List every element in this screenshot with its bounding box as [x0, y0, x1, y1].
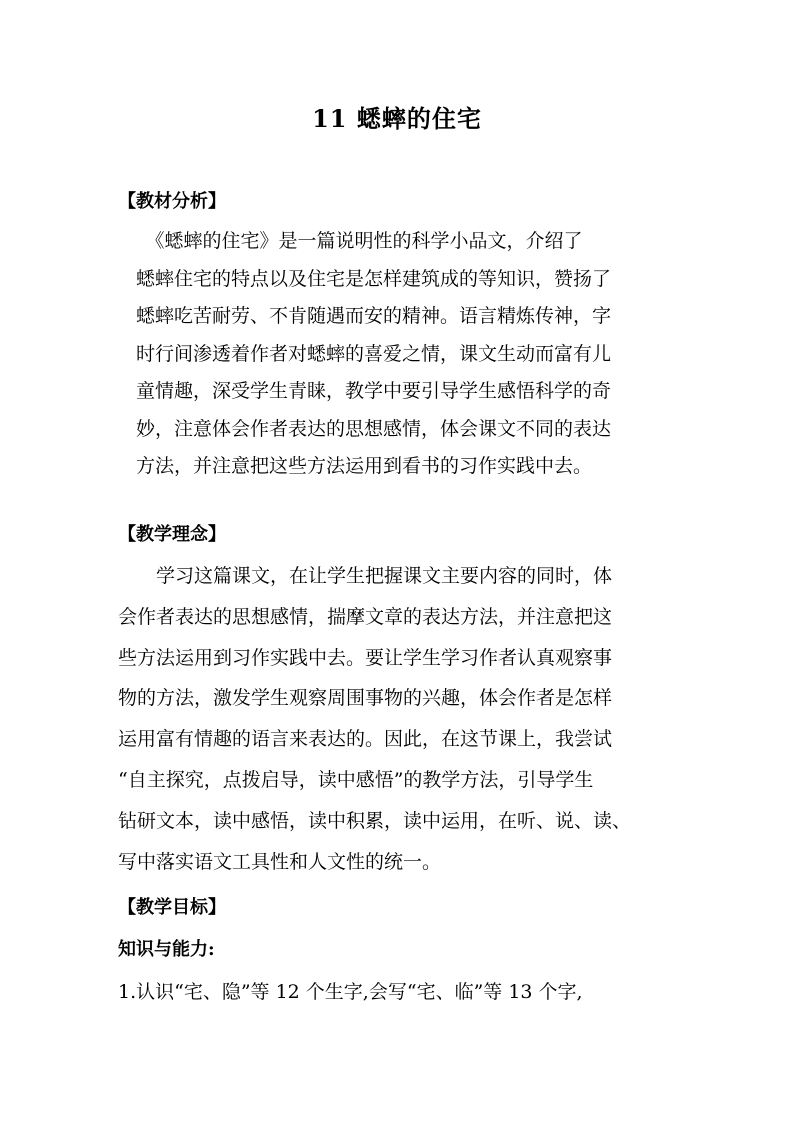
- concept-line: 物的方法，激发学生观察周围事物的兴趣，体会作者是怎样: [118, 687, 613, 710]
- concept-line: 写中落实语文工具性和人文性的统一。: [118, 850, 442, 873]
- analysis-line: 蟋蟀住宅的特点以及住宅是怎样建筑成的等知识，赞扬了: [136, 267, 612, 290]
- analysis-line: 妙，注意体会作者表达的思想感情，体会课文不同的表达: [136, 417, 612, 440]
- goal-item: 1.认识“宅、隐”等 12 个生字,会写“宅、临”等 13 个字,: [118, 981, 583, 1003]
- concept-line: 学习这篇课文，在让学生把握课文主要内容的同时，体: [118, 565, 613, 587]
- heading-teaching-concept: 【教学理念】: [118, 524, 226, 545]
- concept-line: 些方法运用到习作实践中去。要让学生学习作者认真观察事: [118, 646, 613, 669]
- analysis-line: 时行间渗透着作者对蟋蟀的喜爱之情，课文生动而富有儿: [136, 342, 612, 365]
- heading-teaching-goals: 【教学目标】: [118, 897, 226, 918]
- concept-line: 会作者表达的思想感情，揣摩文章的表达方法，并注意把这: [118, 605, 613, 628]
- concept-paragraph: [118, 556, 678, 882]
- document-title: 11 蟋蟀的住宅: [312, 104, 482, 133]
- subheading-knowledge-ability: 知识与能力:: [118, 939, 215, 960]
- analysis-line: 方法，并注意把这些方法运用到看书的习作实践中去。: [136, 455, 593, 477]
- heading-textbook-analysis: 【教材分析】: [118, 191, 226, 212]
- analysis-paragraph: [136, 223, 666, 486]
- concept-line: 运用富有情趣的语言来表达的。因此，在这节课上，我尝试: [118, 728, 613, 751]
- analysis-line: 《蟋蟀的住宅》是一篇说明性的科学小品文，介绍了: [136, 230, 583, 252]
- analysis-line: 蟋蟀吃苦耐劳、不肯随遇而安的精神。语言精炼传神，字: [136, 305, 612, 327]
- analysis-line: 童情趣，深受学生青睐，教学中要引导学生感悟科学的奇: [136, 380, 612, 402]
- concept-line: 钻研文本，读中感悟，读中积累，读中运用，在听、说、读、: [118, 809, 632, 832]
- concept-line: “自主探究，点拨启导，读中感悟”的教学方法，引导学生: [118, 768, 594, 791]
